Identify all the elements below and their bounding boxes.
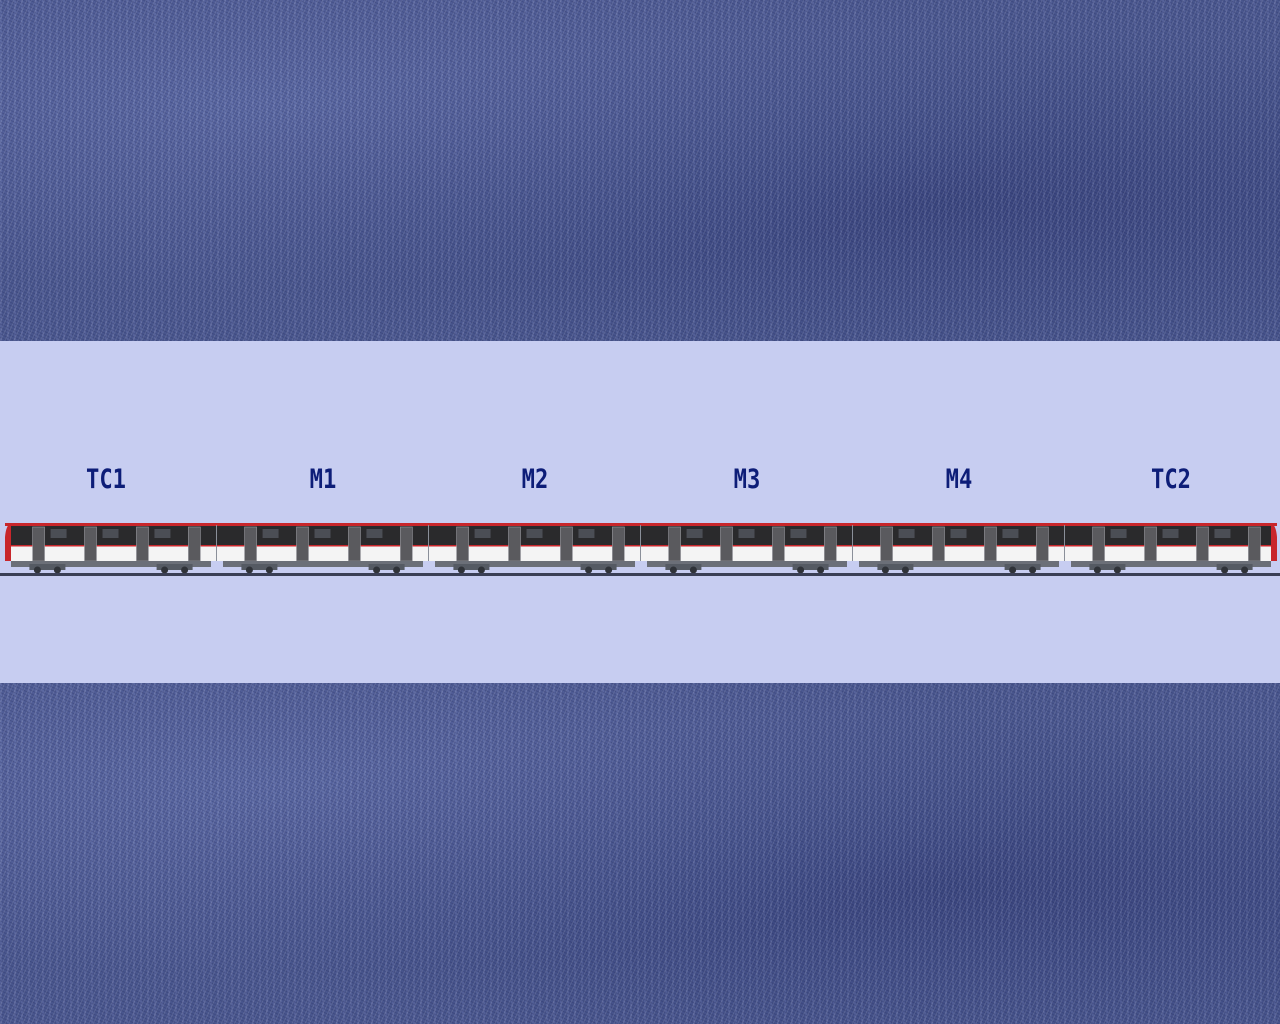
car-window-tc2 <box>1163 529 1179 538</box>
car-door-tc2 <box>1145 527 1157 561</box>
car-label-m4: M4 <box>945 464 973 495</box>
car-label-m1: M1 <box>309 464 337 495</box>
car-wheel-m4 <box>882 567 889 574</box>
car-window-m2 <box>527 529 543 538</box>
car-window-tc2 <box>1111 529 1127 538</box>
car-label-m3: M3 <box>733 464 761 495</box>
car-roof-stripe-tc2 <box>1065 523 1277 526</box>
car-wheel-m1 <box>246 567 253 574</box>
car-window-m3 <box>687 529 703 538</box>
car-wheel-m2 <box>605 567 612 574</box>
car-wheel-m2 <box>478 567 485 574</box>
train-display-band <box>0 341 1280 683</box>
car-door-m1 <box>245 527 257 561</box>
car-door-tc2 <box>1093 527 1105 561</box>
car-wheel-tc1 <box>54 567 61 574</box>
car-door-m3 <box>721 527 733 561</box>
car-window-m3 <box>739 529 755 538</box>
metro-train-illustration <box>0 521 1280 581</box>
car-door-tc2 <box>1196 527 1208 561</box>
car-door-m1 <box>297 527 309 561</box>
car-window-m4 <box>899 529 915 538</box>
car-label-m2: M2 <box>521 464 549 495</box>
car-wheel-m3 <box>797 567 804 574</box>
car-door-m2 <box>509 527 521 561</box>
car-wheel-m1 <box>393 567 400 574</box>
car-window-m3 <box>790 529 806 538</box>
car-door-m3 <box>772 527 784 561</box>
denim-background-top <box>0 0 1280 341</box>
car-door-m2 <box>457 527 469 561</box>
car-window-tc2 <box>1214 529 1230 538</box>
car-window-m1 <box>366 529 382 538</box>
car-wheel-tc2 <box>1241 567 1248 574</box>
car-roof-stripe-m2 <box>429 523 641 526</box>
car-window-m2 <box>578 529 594 538</box>
car-wheel-tc2 <box>1094 567 1101 574</box>
car-wheel-tc1 <box>181 567 188 574</box>
car-window-m1 <box>263 529 279 538</box>
car-door-m2 <box>612 527 624 561</box>
car-door-tc1 <box>85 527 97 561</box>
car-wheel-tc1 <box>161 567 168 574</box>
car-wheel-m4 <box>1029 567 1036 574</box>
cab-nose-tc2 <box>1271 523 1277 561</box>
car-window-tc1 <box>154 529 170 538</box>
car-wheel-tc2 <box>1114 567 1121 574</box>
car-wheel-m4 <box>902 567 909 574</box>
car-door-m4 <box>1036 527 1048 561</box>
car-wheel-tc2 <box>1221 567 1228 574</box>
car-roof-stripe-tc1 <box>5 523 217 526</box>
car-door-m3 <box>669 527 681 561</box>
denim-background-bottom <box>0 683 1280 1024</box>
car-door-m2 <box>560 527 572 561</box>
car-wheel-m1 <box>373 567 380 574</box>
car-door-m4 <box>881 527 893 561</box>
car-door-tc1 <box>188 527 200 561</box>
car-roof-stripe-m4 <box>853 523 1065 526</box>
car-wheel-m1 <box>266 567 273 574</box>
car-door-tc1 <box>33 527 45 561</box>
car-label-tc1: TC1 <box>85 464 127 495</box>
car-wheel-m3 <box>670 567 677 574</box>
car-window-tc1 <box>103 529 119 538</box>
car-door-m1 <box>400 527 412 561</box>
car-door-m3 <box>824 527 836 561</box>
car-wheel-m2 <box>458 567 465 574</box>
car-roof-stripe-m3 <box>641 523 853 526</box>
car-wheel-m3 <box>690 567 697 574</box>
car-window-m1 <box>315 529 331 538</box>
car-wheel-tc1 <box>34 567 41 574</box>
car-wheel-m2 <box>585 567 592 574</box>
car-door-tc2 <box>1248 527 1260 561</box>
car-door-m4 <box>933 527 945 561</box>
car-window-m4 <box>1002 529 1018 538</box>
car-label-tc2: TC2 <box>1150 464 1192 495</box>
car-window-tc1 <box>51 529 67 538</box>
car-door-m4 <box>984 527 996 561</box>
car-door-m1 <box>348 527 360 561</box>
car-window-m2 <box>475 529 491 538</box>
car-door-tc1 <box>136 527 148 561</box>
car-wheel-m4 <box>1009 567 1016 574</box>
car-window-m4 <box>951 529 967 538</box>
cab-nose-tc1 <box>5 523 11 561</box>
rail-track <box>0 573 1280 576</box>
car-roof-stripe-m1 <box>217 523 429 526</box>
car-wheel-m3 <box>817 567 824 574</box>
